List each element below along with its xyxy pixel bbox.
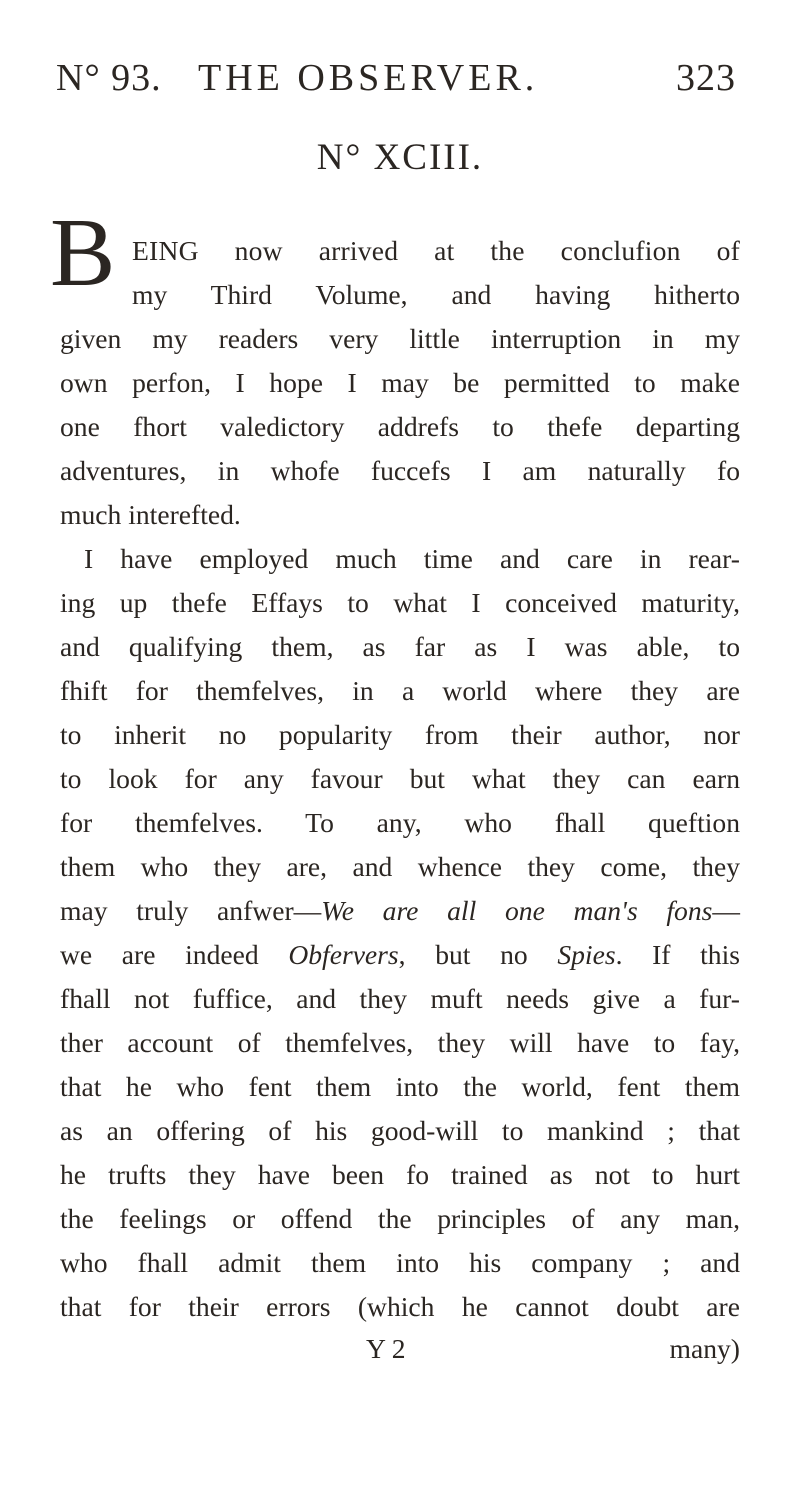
- text-line: to inherit no popularity from their author, nor: [60, 719, 740, 750]
- text-line: I have employed much time and care in rear-: [84, 543, 740, 574]
- text-line: given my readers very little interruption in my: [60, 323, 740, 354]
- text-line: [60, 892, 740, 930]
- text-line: ther account of themfelves, they will have to fay,: [60, 1027, 740, 1058]
- text-span: . If this: [615, 939, 740, 970]
- text-line: that for their errors (which he cannot doubt are: [60, 1291, 740, 1322]
- text-line: fhall not fuffice, and they muft needs give a fur-: [60, 983, 740, 1014]
- text-line: them who they are, and whence they come, they: [60, 851, 740, 882]
- page-number: 323: [676, 57, 736, 99]
- text-line: [60, 936, 740, 974]
- text-span: —: [712, 895, 740, 926]
- text-line: own perfon, I hope I may be permitted to make: [60, 367, 740, 398]
- text-line: adventures, in whofe fuccefs I am naturally fo: [60, 455, 740, 486]
- drop-cap: B: [50, 199, 116, 307]
- running-header: [56, 56, 736, 106]
- text-line: who fhall admit them into his company ; and: [60, 1247, 740, 1278]
- signature-mark: Y 2: [366, 1333, 406, 1364]
- text-line: fhift for themfelves, in a world where they are: [60, 675, 740, 706]
- text-span: may truly anfwer—: [60, 895, 322, 926]
- text-line: my Third Volume, and having hitherto: [132, 279, 740, 310]
- text-line: for themfelves. To any, who fhall queftion: [60, 807, 740, 838]
- text-line: much interefted.: [60, 499, 241, 530]
- text-line: he trufts they have been fo trained as not to hurt: [60, 1159, 740, 1190]
- italic-word: Obfervers: [288, 939, 399, 970]
- italic-quote: We are all one man's fons: [321, 895, 713, 926]
- text-line: one fhort valedictory addrefs to thefe departing: [60, 411, 740, 442]
- italic-word: Spies: [557, 939, 616, 970]
- text-line: ing up thefe Effays to what I conceived maturity,: [60, 587, 740, 618]
- text-span: we are indeed: [60, 939, 289, 970]
- header-title: THE OBSERVER.: [198, 57, 539, 99]
- header-number: N° 93.: [56, 57, 162, 99]
- text-line: to look for any favour but what they can earn: [60, 763, 740, 794]
- text-line: that he who fent them into the world, fent them: [60, 1071, 740, 1102]
- text-span: , but no: [398, 939, 558, 970]
- essay-number: N° XCIII.: [316, 137, 484, 178]
- text-line: and qualifying them, as far as I was able, to: [60, 631, 740, 662]
- text-line: EING now arrived at the conclufion of: [132, 235, 740, 266]
- text-line: the feelings or offend the principles of any man,: [60, 1203, 740, 1234]
- text-line: as an offering of his good-will to mankind ; that: [60, 1115, 740, 1146]
- catchword: many): [669, 1333, 740, 1364]
